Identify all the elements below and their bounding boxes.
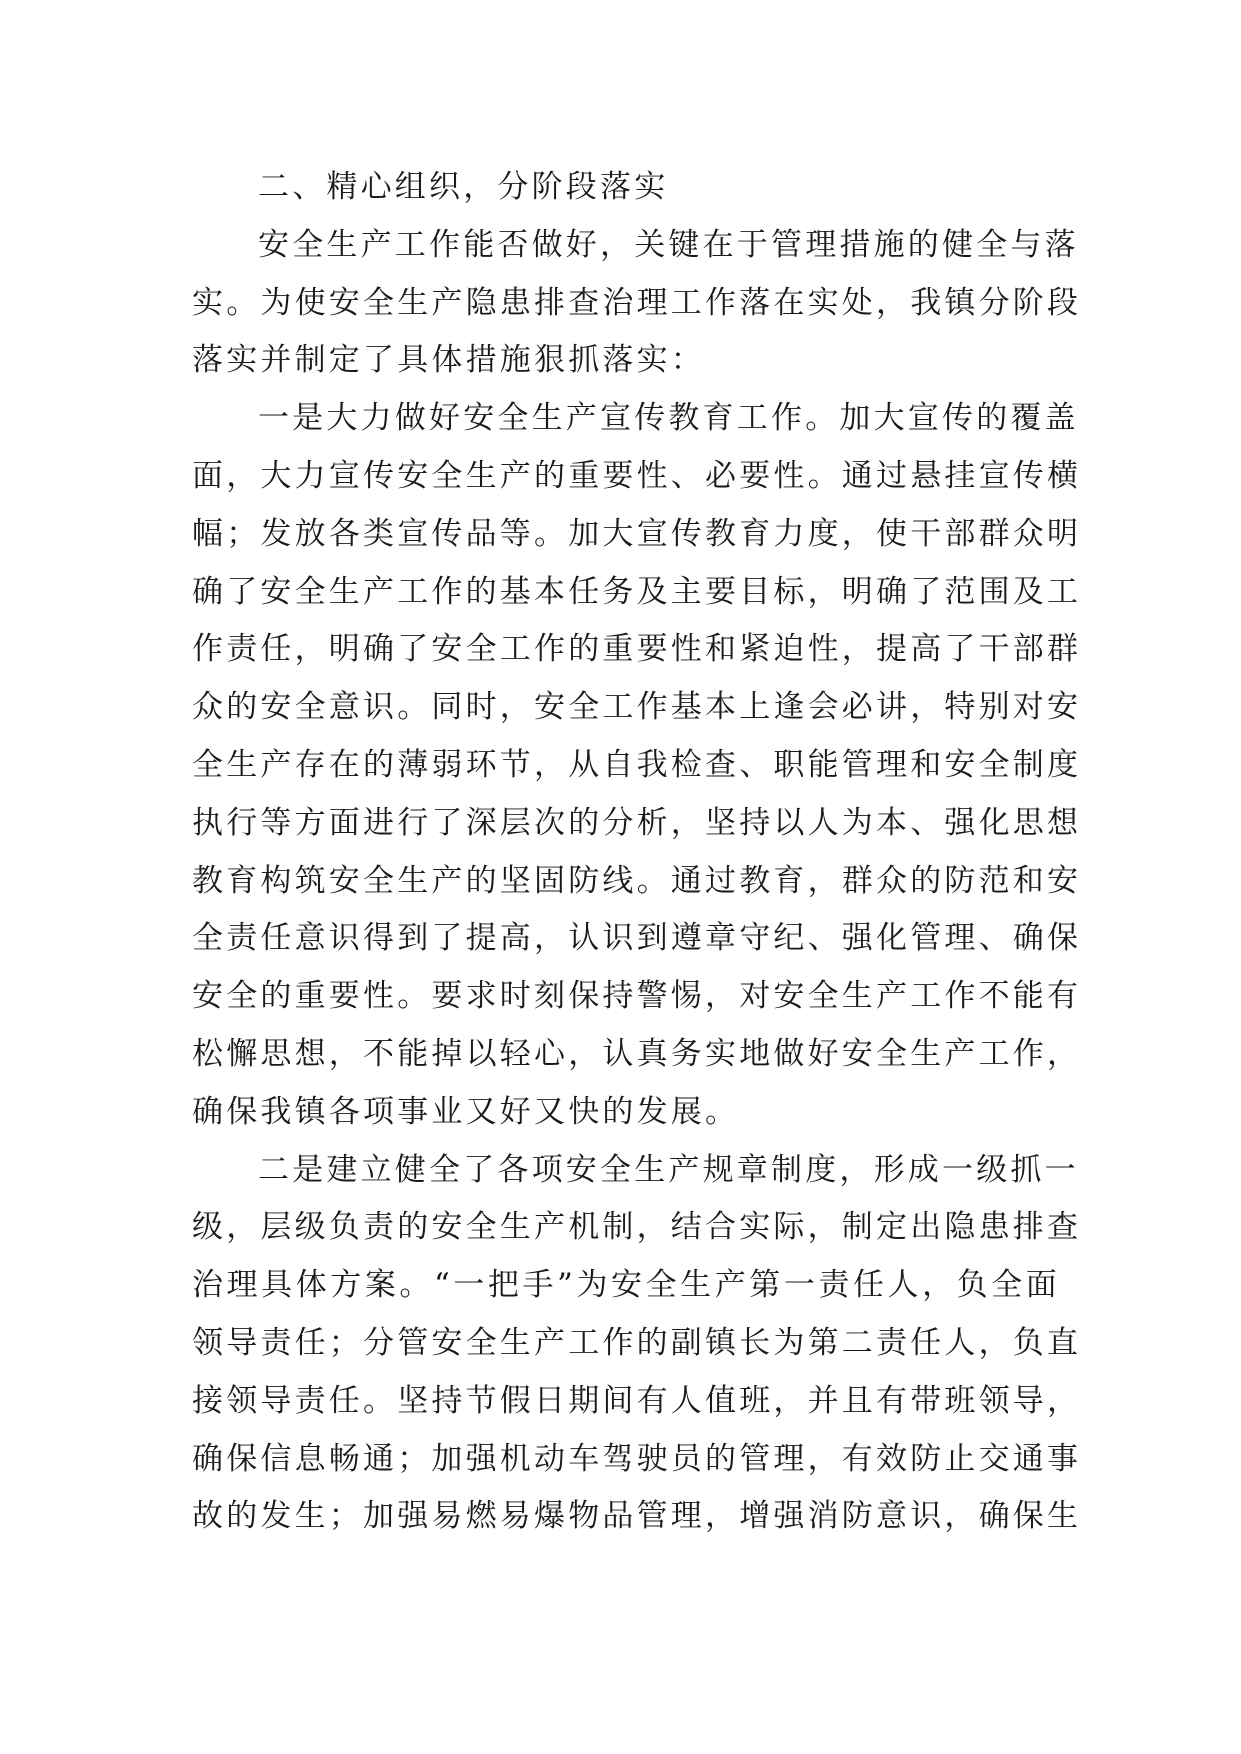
text-line: 故的发生；加强易燃易爆物品管理，增强消防意识，确保生 [192,1498,1082,1535]
text-line: 一是大力做好安全生产宣传教育工作。加大宣传的覆盖 [258,400,1079,437]
text-line: 松懈思想，不能掉以轻心，认真务实地做好安全生产工作， [192,1035,1082,1072]
text-line: 确保信息畅通；加强机动车驾驶员的管理，有效防止交通事 [192,1440,1082,1477]
text-line: 二是建立健全了各项安全生产规章制度，形成一级抓一 [258,1151,1079,1188]
text-line: 安全生产工作能否做好，关键在于管理措施的健全与落 [258,226,1079,263]
paragraph-1 [192,217,1082,390]
text-line: 确保我镇各项事业又好又快的发展。 [192,1093,740,1130]
text-line: 级，层级负责的安全生产机制，结合实际，制定出隐患排查 [192,1209,1082,1246]
document-body [192,159,1082,1546]
paragraph-3 [192,1142,1082,1547]
text-line: 面，大力宣传安全生产的重要性、必要性。通过悬挂宣传横 [192,457,1082,494]
text-line: 幅；发放各类宣传品等。加大宣传教育力度，使干部群众明 [192,515,1082,552]
text-line: 教育构筑安全生产的坚固防线。通过教育，群众的防范和安 [192,862,1082,899]
text-line: 安全的重要性。要求时刻保持警惕，对安全生产工作不能有 [192,978,1082,1015]
text-line: 作责任，明确了安全工作的重要性和紧迫性，提高了干部群 [192,631,1082,668]
paragraph-2 [192,390,1082,1141]
text-line: 确了安全生产工作的基本任务及主要目标，明确了范围及工 [192,573,1082,610]
text-line: 接领导责任。坚持节假日期间有人值班，并且有带班领导， [192,1382,1082,1419]
text-line: 落实并制定了具体措施狠抓落实： [192,342,705,379]
text-line: 全生产存在的薄弱环节，从自我检查、职能管理和安全制度 [192,746,1082,783]
text-line: 执行等方面进行了深层次的分析，坚持以人为本、强化思想 [192,804,1082,841]
text-line: 领导责任；分管安全生产工作的副镇长为第二责任人，负直 [192,1324,1082,1361]
text-line: 治理具体方案。“一把手”为安全生产第一责任人，负全面 [192,1267,1060,1304]
section-heading: 二、精心组织，分阶段落实 [258,169,669,205]
text-line: 全责任意识得到了提高，认识到遵章守纪、强化管理、确保 [192,920,1082,957]
text-line: 众的安全意识。同时，安全工作基本上逢会必讲，特别对安 [192,689,1082,726]
text-line: 实。为使安全生产隐患排查治理工作落在实处，我镇分阶段 [192,284,1082,321]
